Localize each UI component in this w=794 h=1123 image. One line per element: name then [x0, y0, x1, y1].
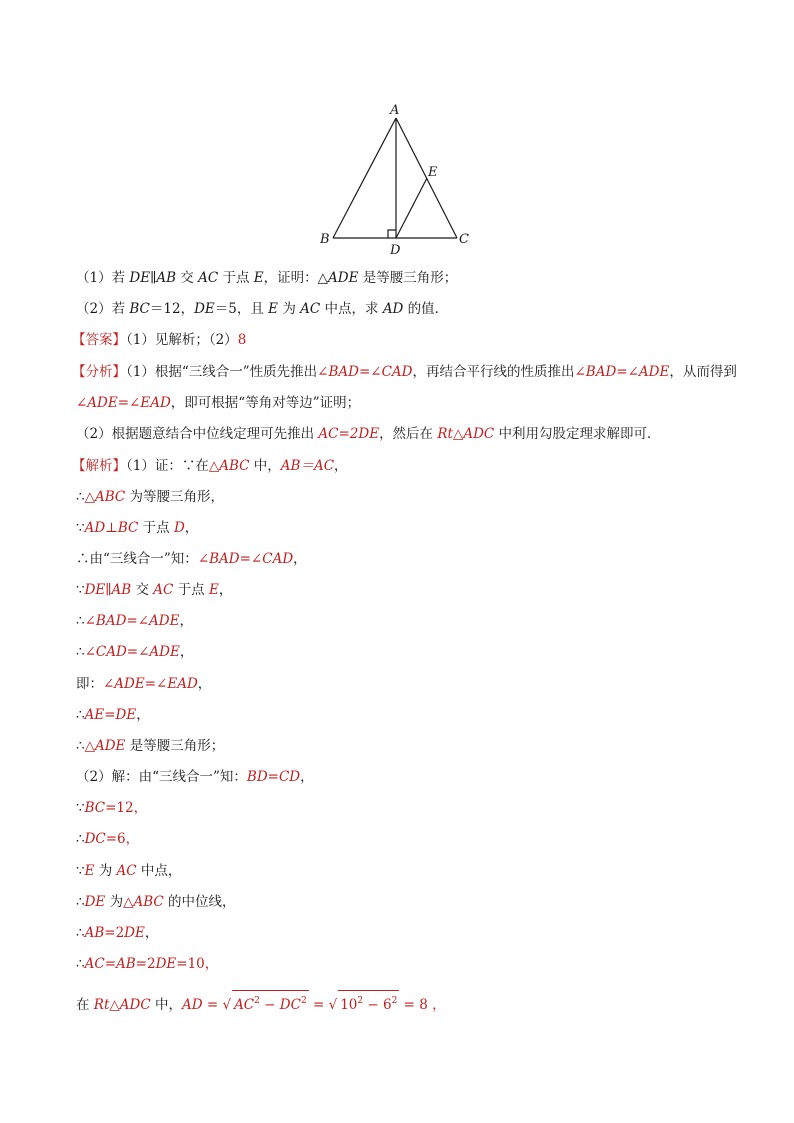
side-ab: [333, 118, 396, 238]
solution-line-8: 即：∠ADE=∠EAD，: [76, 676, 212, 692]
label-b: B: [320, 232, 330, 247]
label-d: D: [390, 243, 401, 258]
solution-line-11: （2）解：由“三线合一”知：BD=CD，: [76, 769, 314, 785]
label-e: E: [428, 165, 438, 180]
radical-2: $10^2 - 6^2$: [338, 990, 399, 1015]
analysis-tag: 【分析】: [72, 364, 126, 380]
question-2: （2）若 BC＝12，DE＝5，且 E 为 AC 中点，求 AD 的值．: [76, 301, 449, 317]
triangle-figure: [318, 100, 478, 260]
solution-line-17: ∴AC=AB=2DE=10，: [76, 956, 219, 972]
solution-line-4: ∴由“三线合一”知：∠BAD=∠CAD，: [76, 551, 307, 567]
analysis-line-1: 【分析】（1）根据“三线合一”性质先推出∠BAD=∠CAD，再结合平行线的性质推出∠BAD=∠ADE，从而得到: [72, 364, 737, 380]
label-a: A: [390, 103, 400, 118]
solution-line-1: 【解析】（1）证：∵在△ABC 中，AB＝AC，: [72, 458, 348, 474]
solution-line-3: ∵AD⊥BC 于点 D，: [76, 520, 199, 536]
answer-tag: 【答案】: [72, 332, 126, 348]
segment-de: [396, 178, 427, 238]
solution-line-14: ∵E 为 AC 中点，: [76, 863, 182, 879]
solution-line-7: ∴∠CAD=∠ADE，: [76, 644, 194, 660]
solution-line-6: ∴∠BAD=∠ADE，: [76, 613, 193, 629]
solution-line-5: ∵DE∥AB 交 AC 于点 E，: [76, 582, 233, 598]
answer-line: 【答案】（1）见解析；（2）8: [72, 332, 247, 348]
right-angle-mark: [388, 230, 396, 238]
solution-line-2: ∴△ABC 为等腰三角形，: [76, 489, 225, 505]
label-c: C: [459, 232, 469, 247]
analysis-line-2: ∠ADE=∠EAD，即可根据“等角对等边”证明；: [76, 395, 361, 411]
solution-line-13: ∴DC=6，: [76, 831, 140, 847]
solution-line-9: ∴AE=DE，: [76, 707, 150, 723]
solution-line-16: ∴AB=2DE，: [76, 925, 159, 941]
solution-line-10: ∴△ADE 是等腰三角形；: [76, 738, 225, 754]
radical-1: $AC^2 - DC^2$: [232, 990, 309, 1015]
solution-line-18: 在 Rt△ADC 中，AD = √ $AC^2 - DC^2$ = √ $10^2 - 6^2 = 8$ ，: [76, 990, 446, 1015]
solution-line-12: ∵BC=12，: [76, 800, 148, 816]
solution-line-15: ∴DE 为△ABC 的中位线，: [76, 894, 236, 910]
solution-tag: 【解析】: [72, 458, 126, 474]
analysis-line-3: （2）根据题意结合中位线定理可先推出 AC=2DE，然后在 Rt△ADC 中利用勾股定理求解即可．: [76, 426, 661, 442]
question-1: （1）若 DE∥AB 交 AC 于点 E，证明：△ADE 是等腰三角形；: [76, 270, 458, 286]
